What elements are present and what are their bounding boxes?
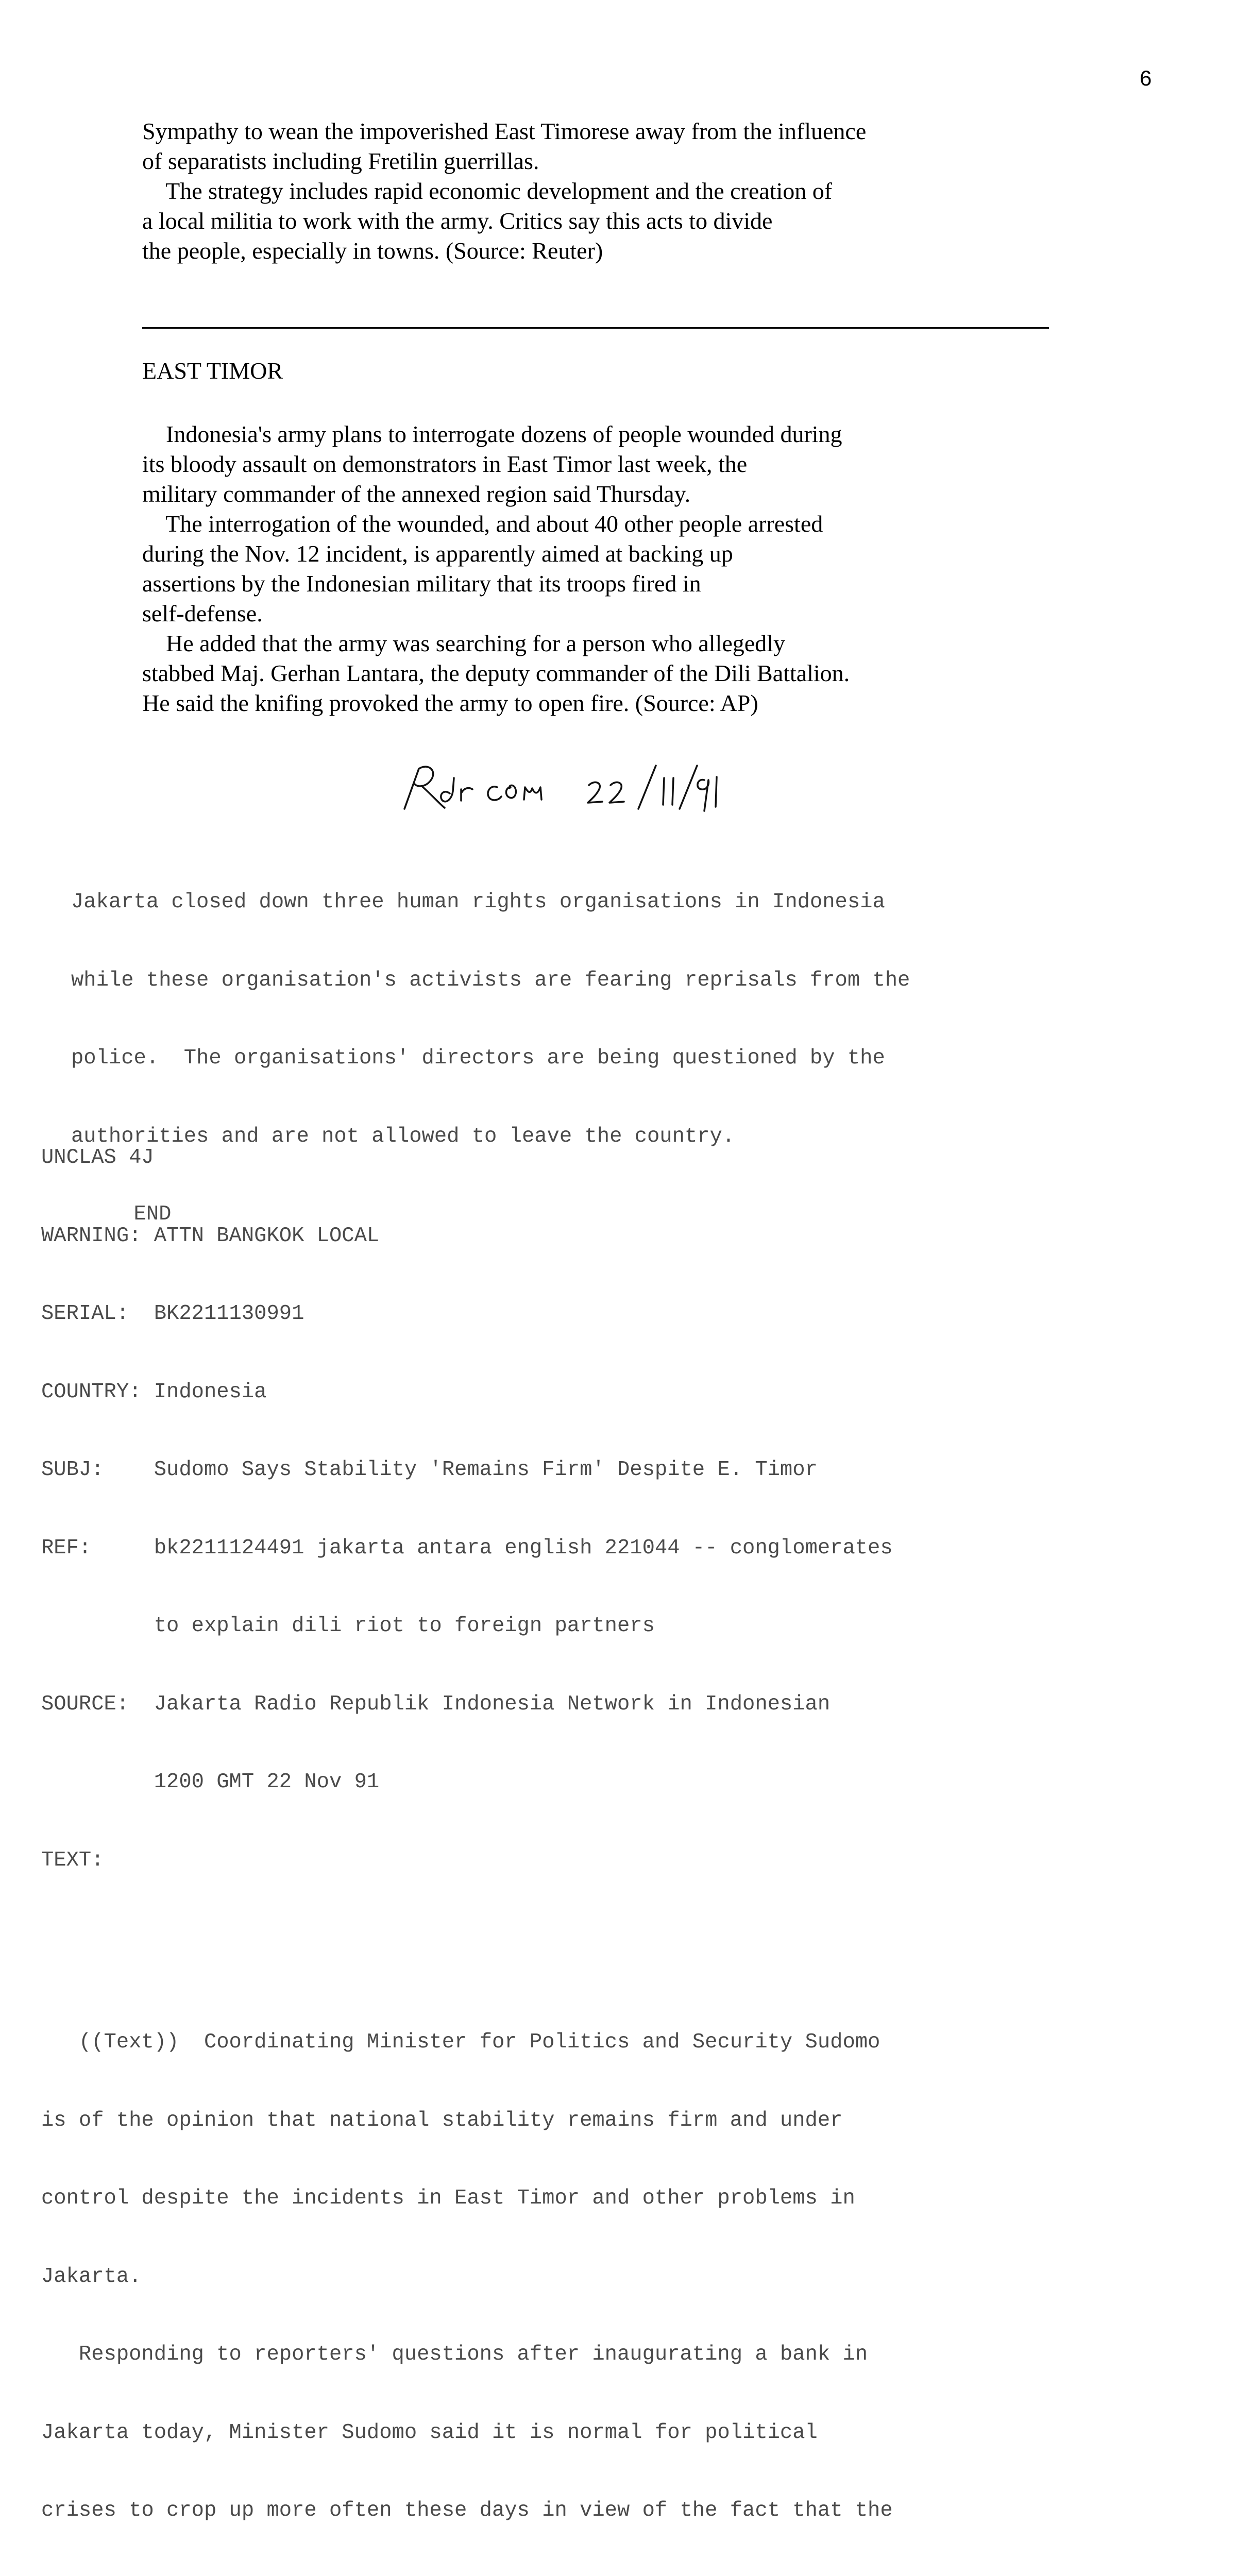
cable-message — [41, 1041, 893, 2576]
section-heading: EAST TIMOR — [142, 357, 283, 384]
text-line: during the Nov. 12 incident, is apparently aimed at backing up — [142, 539, 850, 569]
text-line: self-defense. — [142, 599, 850, 629]
story-east-timor-ap — [142, 419, 850, 718]
text-line: The strategy includes rapid economic development and the creation of — [142, 176, 866, 206]
text-line: police. The organisations' directors are being questioned by the — [71, 1045, 910, 1072]
handwritten-annotation — [389, 757, 719, 819]
text-line: a local militia to work with the army. Critics say this acts to divide — [142, 206, 866, 236]
text-line: the people, especially in towns. (Source: Reuter) — [142, 236, 866, 266]
cable-header-line: SUBJ: Sudomo Says Stability 'Remains Firm' Despite E. Timor — [41, 1457, 893, 1483]
text-line: military commander of the annexed region said Thursday. — [142, 479, 850, 509]
section-divider — [142, 327, 1049, 329]
end-marker: END — [71, 1201, 910, 1228]
cable-header — [41, 1093, 893, 1925]
text-line: The interrogation of the wounded, and about 40 other people arrested — [142, 509, 850, 539]
cable-body — [41, 1977, 893, 2576]
cable-header-line: WARNING: ATTN BANGKOK LOCAL — [41, 1223, 893, 1249]
text-line: He added that the army was searching for a person who allegedly — [142, 629, 850, 658]
text-line: He said the knifing provoked the army to open fire. (Source: AP) — [142, 688, 850, 718]
cable-header-line: SERIAL: BK2211130991 — [41, 1301, 893, 1327]
cable-body-line: Jakarta. — [41, 2264, 893, 2290]
text-line: Sympathy to wean the impoverished East Timorese away from the influence — [142, 116, 866, 146]
text-line: assertions by the Indonesian military that its troops fired in — [142, 569, 850, 599]
cable-header-line: UNCLAS 4J — [41, 1145, 893, 1171]
text-line: its bloody assault on demonstrators in East Timor last week, the — [142, 449, 850, 479]
cable-header-line: TEXT: — [41, 1848, 893, 1874]
cable-body-line: is of the opinion that national stability remains firm and under — [41, 2108, 893, 2134]
cable-header-line: SOURCE: Jakarta Radio Republik Indonesia Network in Indonesian — [41, 1691, 893, 1718]
text-line: of separatists including Fretilin guerrillas. — [142, 146, 866, 176]
cable-header-line: REF: bk2211124491 jakarta antara english 221044 -- conglomerates — [41, 1535, 893, 1562]
story-reuter-continued — [142, 116, 866, 266]
cable-body-line: Jakarta today, Minister Sudomo said it is normal for political — [41, 2420, 893, 2446]
cable-body-line: crises to crop up more often these days in view of the fact that the — [41, 2498, 893, 2524]
cable-body-line: ((Text)) Coordinating Minister for Politics and Security Sudomo — [41, 2029, 893, 2056]
text-line: Jakarta closed down three human rights organisations in Indonesia — [71, 889, 910, 916]
cable-body-line: control despite the incidents in East Timor and other problems in — [41, 2185, 893, 2212]
cable-body-line: Responding to reporters' questions after inaugurating a bank in — [41, 2342, 893, 2368]
text-line: authorities and are not allowed to leave the country. — [71, 1124, 910, 1150]
text-line: while these organisation's activists are fearing reprisals from the — [71, 968, 910, 994]
cable-header-line: COUNTRY: Indonesia — [41, 1379, 893, 1405]
cable-header-line: 1200 GMT 22 Nov 91 — [41, 1769, 893, 1795]
text-line: stabbed Maj. Gerhan Lantara, the deputy commander of the Dili Battalion. — [142, 658, 850, 688]
cable-header-line: to explain dili riot to foreign partners — [41, 1613, 893, 1639]
page-number: 6 — [1140, 66, 1152, 91]
text-line: Indonesia's army plans to interrogate dozens of people wounded during — [142, 419, 850, 449]
